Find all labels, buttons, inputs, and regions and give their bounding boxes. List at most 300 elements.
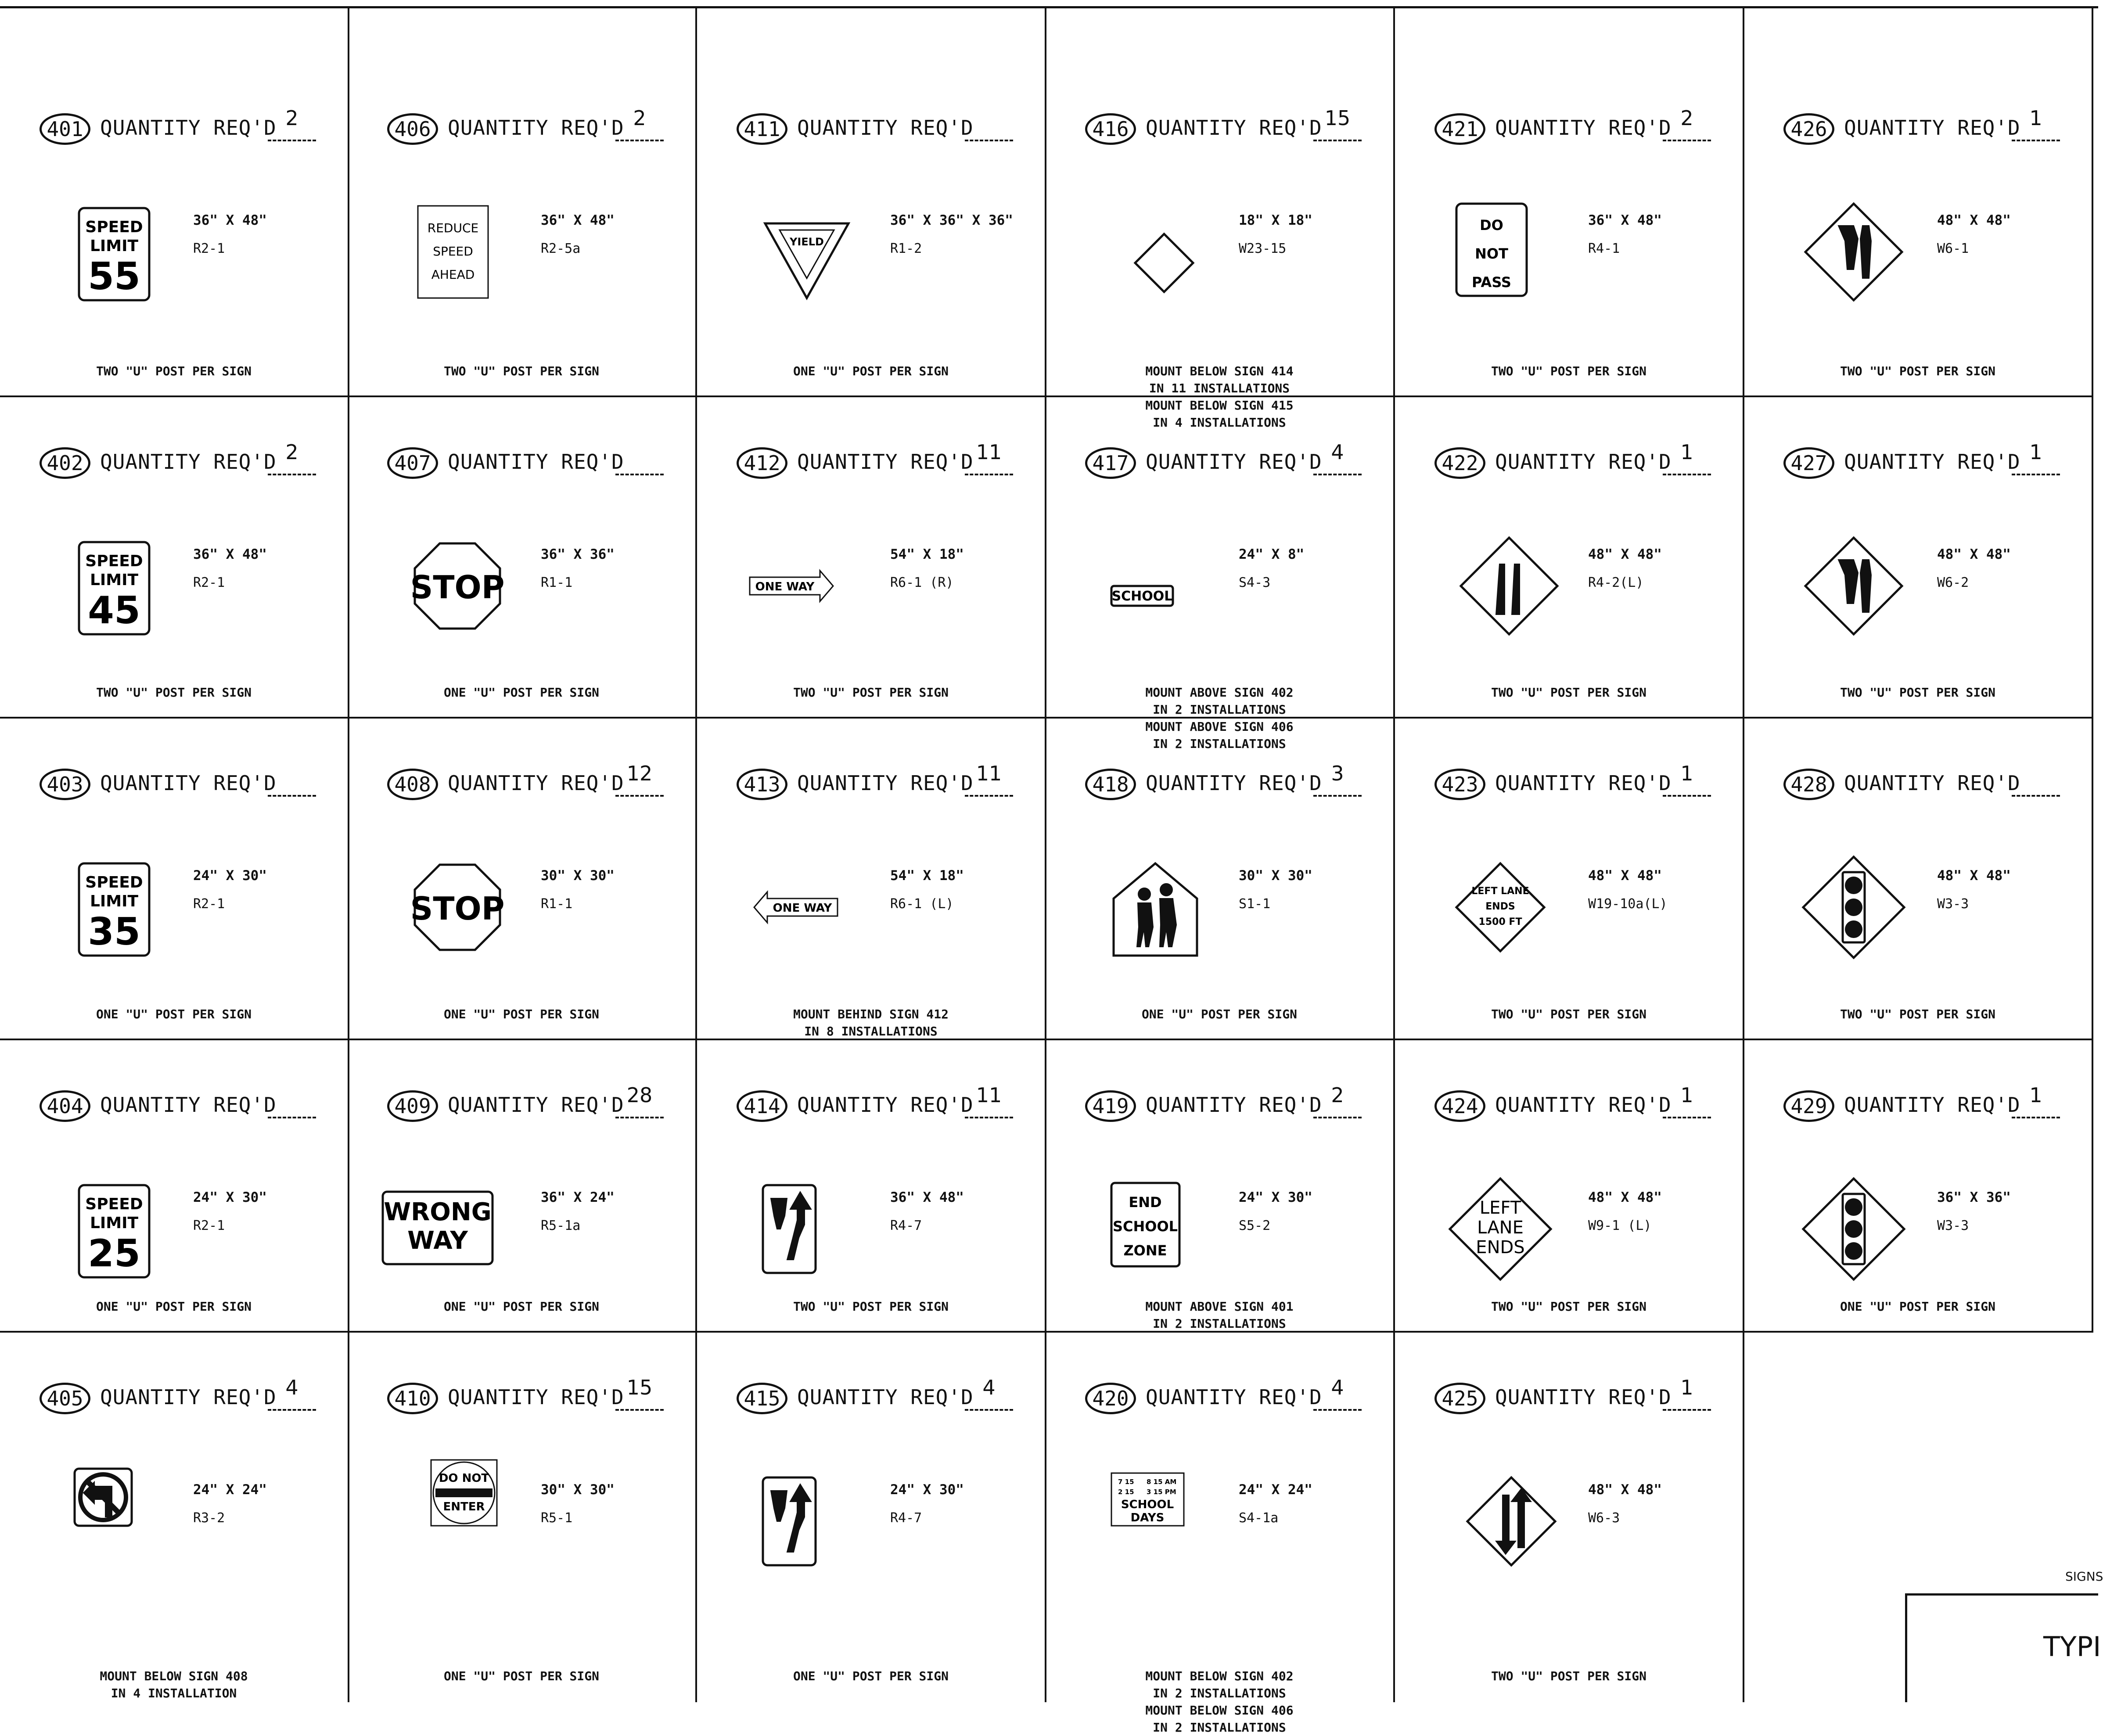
sign-number: 403 <box>40 769 90 800</box>
sign-number: 410 <box>387 1383 438 1414</box>
sign-text-line: SPEED <box>85 873 143 891</box>
no-left-turn-sign-icon <box>53 1460 176 1583</box>
sign-note: ONE "U" POST PER SIGN <box>96 1007 252 1021</box>
sign-note: ONE "U" POST PER SIGN <box>1141 1007 1297 1021</box>
cell-header <box>1046 1080 1393 1137</box>
sign-bar <box>435 1488 492 1497</box>
sign-number: 408 <box>387 769 438 800</box>
sign-code: R4-2(L) <box>1588 575 1644 590</box>
quantity-value: 4 <box>285 1376 298 1399</box>
cell-header <box>0 437 348 494</box>
sign-note: TWO "U" POST PER SIGN <box>1491 1007 1646 1021</box>
sign-code: R3-2 <box>193 1510 225 1526</box>
sign-cell-401 <box>0 6 349 397</box>
quantity-value <box>2012 762 2060 792</box>
sign-number: 404 <box>40 1090 90 1122</box>
speed-limit-sign-icon <box>53 846 176 969</box>
quantity-label: QUANTITY REQ'D <box>448 1385 624 1409</box>
one-way-right-sign-icon <box>750 525 873 647</box>
sign-text-line: LEFT LANE <box>1471 886 1529 897</box>
keep-right-sign-icon <box>750 1460 873 1583</box>
sign-size: 48" X 48" <box>1937 546 2011 562</box>
cell-header <box>1744 758 2092 815</box>
sign-cell-405 <box>0 1333 349 1702</box>
sign-number: 420 <box>1085 1383 1136 1414</box>
sign-note: ONE "U" POST PER SIGN <box>443 1669 599 1683</box>
quantity-blank-line <box>1663 1117 1711 1118</box>
quantity-value: 1 <box>1680 440 1693 464</box>
sign-size: 54" X 18" <box>890 546 964 562</box>
quantity-blank-line <box>615 1409 664 1411</box>
quantity-value <box>965 106 1013 137</box>
quantity-blank-line <box>1313 140 1362 141</box>
sign-code: R2-1 <box>193 575 225 590</box>
quantity-blank-line <box>615 1117 664 1118</box>
sign-code: S5-2 <box>1239 1218 1271 1233</box>
signs-label: SIGNS <box>2065 1569 2103 1584</box>
sign-code: R2-1 <box>193 896 225 912</box>
cell-header <box>1395 1080 1743 1137</box>
school-plaque-sign-icon <box>1098 525 1221 647</box>
sign-size: 24" X 24" <box>1239 1482 1312 1498</box>
stop-sign-icon <box>400 846 523 969</box>
quantity-blank-line <box>965 474 1013 475</box>
blank-diamond-sign-icon <box>1098 190 1221 313</box>
sign-text-line: ONE WAY <box>773 902 832 915</box>
sign-note: MOUNT BELOW SIGN 402 IN 2 INSTALLATIONS MOUNT BELOW SIGN 406 IN 2 INSTALLATIONS <box>1145 1669 1294 1735</box>
reduce-speed-ahead-sign-icon <box>400 190 523 313</box>
quantity-label: QUANTITY REQ'D <box>448 450 624 474</box>
quantity-label: QUANTITY REQ'D <box>1495 771 1672 795</box>
cell-header <box>348 758 695 815</box>
quantity-value <box>615 440 664 471</box>
cell-header <box>0 1372 348 1429</box>
sign-text-line: WAY <box>407 1226 468 1255</box>
cell-header <box>1395 1372 1743 1429</box>
sign-size: 30" X 30" <box>1239 868 1312 884</box>
quantity-blank-line <box>268 140 316 141</box>
quantity-blank-line <box>1313 1409 1362 1411</box>
quantity-label: QUANTITY REQ'D <box>1844 1093 2020 1117</box>
quantity-value: 2 <box>285 106 298 130</box>
sign-code: W3-3 <box>1937 1218 1969 1233</box>
quantity-value: 1 <box>2029 1083 2042 1107</box>
sign-note: ONE "U" POST PER SIGN <box>96 1299 252 1314</box>
quantity-value: 3 <box>1331 762 1344 785</box>
signal-lamp <box>1845 899 1862 916</box>
cell-header <box>1395 758 1743 815</box>
quantity-blank-line <box>2012 795 2060 797</box>
sign-number: 421 <box>1434 113 1485 145</box>
sign-code: W19-10a(L) <box>1588 896 1668 912</box>
sign-size: 36" X 36" <box>1937 1190 2011 1205</box>
sign-cell-408 <box>348 719 697 1040</box>
sign-cell-427 <box>1744 397 2093 719</box>
one-way-left-sign-icon <box>750 846 873 969</box>
sign-note: ONE "U" POST PER SIGN <box>1840 1299 1995 1314</box>
do-not-pass-sign-icon <box>1448 190 1571 313</box>
sign-text-line: 1500 FT <box>1478 917 1522 927</box>
sign-text-line: 8 15 AM <box>1147 1478 1177 1486</box>
quantity-label: QUANTITY REQ'D <box>797 116 974 140</box>
sign-code: R4-7 <box>890 1218 922 1233</box>
divided-highway-ends-sign-icon <box>1797 525 1920 647</box>
cell-header <box>1046 103 1393 160</box>
quantity-blank-line <box>268 474 316 475</box>
sign-cell-421 <box>1395 6 1744 397</box>
sign-note: TWO "U" POST PER SIGN <box>1491 1669 1646 1683</box>
school-days-times-sign-icon <box>1098 1460 1221 1583</box>
quantity-label: QUANTITY REQ'D <box>100 116 277 140</box>
quantity-label: QUANTITY REQ'D <box>1495 1093 1672 1117</box>
quantity-label: QUANTITY REQ'D <box>100 450 277 474</box>
sign-text-line: REDUCE <box>427 221 479 235</box>
sign-text-line: SPEED <box>85 552 143 570</box>
sign-code: S4-1a <box>1239 1510 1279 1526</box>
quantity-label: QUANTITY REQ'D <box>1844 450 2020 474</box>
speed-limit-sign-icon <box>53 190 176 313</box>
quantity-blank-line <box>2012 474 2060 475</box>
quantity-value: 11 <box>976 440 1002 464</box>
sign-cell-418 <box>1046 719 1395 1040</box>
quantity-value: 4 <box>1331 440 1344 464</box>
sign-number: 411 <box>737 113 787 145</box>
sign-code: R1-2 <box>890 241 922 256</box>
quantity-value: 1 <box>1680 1083 1693 1107</box>
quantity-value: 12 <box>626 762 653 785</box>
sign-text-line: ENDS <box>1485 901 1515 912</box>
wrong-way-sign-icon <box>384 1168 523 1290</box>
sign-speed-value: 45 <box>88 589 140 633</box>
sign-text-line: SPEED <box>85 218 143 236</box>
sign-cell-415 <box>697 1333 1046 1702</box>
cell-header <box>1395 437 1743 494</box>
cell-header <box>1744 437 2092 494</box>
school-crossing-sign-icon <box>1098 846 1221 969</box>
sign-code: R6-1 (L) <box>890 896 954 912</box>
sign-text-line: SCHOOL <box>1121 1498 1174 1511</box>
sign-note: TWO "U" POST PER SIGN <box>1840 685 1995 700</box>
stop-sign-icon <box>400 525 523 647</box>
sign-cell-417 <box>1046 397 1395 751</box>
sign-number: 409 <box>387 1090 438 1122</box>
sign-cell-425 <box>1395 1333 1744 1702</box>
sign-code: W23-15 <box>1239 241 1287 256</box>
sign-note: TWO "U" POST PER SIGN <box>443 364 599 378</box>
cell-header <box>697 103 1045 160</box>
cell-header <box>348 103 695 160</box>
sign-number: 424 <box>1434 1090 1485 1122</box>
quantity-blank-line <box>2012 1117 2060 1118</box>
signal-lamp <box>1845 1220 1862 1238</box>
sign-note: TWO "U" POST PER SIGN <box>1840 1007 1995 1021</box>
cell-header <box>1744 1080 2092 1137</box>
sign-number: 412 <box>737 447 787 479</box>
sign-cell-411 <box>697 6 1046 397</box>
sign-code: R6-1 (R) <box>890 575 954 590</box>
sign-size: 24" X 30" <box>193 1190 267 1205</box>
sign-note: MOUNT BEHIND SIGN 412 IN 8 INSTALLATIONS <box>793 1007 949 1039</box>
sign-text-line: ONE WAY <box>755 580 815 593</box>
sign-speed-value: 35 <box>88 910 140 954</box>
sign-text-line: DO NOT <box>439 1472 489 1485</box>
quantity-blank-line <box>615 474 664 475</box>
sign-cell-429 <box>1744 1040 2093 1333</box>
sign-size: 36" X 48" <box>890 1190 964 1205</box>
sign-cell-402 <box>0 397 349 719</box>
sign-border <box>1467 1477 1555 1565</box>
sign-size: 18" X 18" <box>1239 212 1312 228</box>
sign-cell-428 <box>1744 719 2093 1040</box>
sign-note: ONE "U" POST PER SIGN <box>793 1669 949 1683</box>
sign-text-line: NOT <box>1475 245 1508 262</box>
sign-note: ONE "U" POST PER SIGN <box>443 1299 599 1314</box>
quantity-label: QUANTITY REQ'D <box>1146 116 1322 140</box>
sign-size: 30" X 30" <box>541 1482 615 1498</box>
quantity-value <box>268 1083 316 1114</box>
quantity-value: 2 <box>1680 106 1693 130</box>
quantity-label: QUANTITY REQ'D <box>448 1093 624 1117</box>
speed-limit-sign-icon <box>53 525 176 647</box>
sign-size: 24" X 8" <box>1239 546 1305 562</box>
sign-note: TWO "U" POST PER SIGN <box>1491 364 1646 378</box>
yield-sign-icon <box>750 190 873 313</box>
sign-text-line: SCHOOL <box>1112 1218 1178 1235</box>
sign-code: W6-1 <box>1937 241 1969 256</box>
quantity-value: 1 <box>1680 1376 1693 1399</box>
quantity-blank-line <box>965 140 1013 141</box>
sign-size: 24" X 24" <box>193 1482 267 1498</box>
sign-text-line: END <box>1129 1194 1162 1211</box>
sign-size: 36" X 48" <box>1588 212 1662 228</box>
sign-cell-412 <box>697 397 1046 719</box>
sign-code: R2-1 <box>193 241 225 256</box>
quantity-blank-line <box>965 795 1013 797</box>
sign-cell-426 <box>1744 6 2093 397</box>
keep-right-sign-icon <box>750 1168 873 1290</box>
right-arrow-shape <box>1860 226 1871 278</box>
sign-text-line: SCHOOL <box>1111 589 1173 604</box>
quantity-label: QUANTITY REQ'D <box>1844 116 2020 140</box>
sign-text-line: ENDS <box>1476 1237 1525 1258</box>
sign-number: 429 <box>1783 1090 1834 1122</box>
signal-lamp <box>1845 920 1862 938</box>
cell-header <box>348 1372 695 1429</box>
sign-size: 48" X 48" <box>1588 1482 1662 1498</box>
sign-cell-420 <box>1046 1333 1395 1735</box>
quantity-blank-line <box>1313 1117 1362 1118</box>
sign-text-line: ZONE <box>1123 1242 1167 1259</box>
sign-size: 24" X 30" <box>1239 1190 1312 1205</box>
quantity-label: QUANTITY REQ'D <box>1146 1385 1322 1409</box>
quantity-blank-line <box>1663 795 1711 797</box>
sign-text-line: DO <box>1480 217 1503 234</box>
sign-text-line: LIMIT <box>90 237 139 255</box>
sign-code: W6-2 <box>1937 575 1969 590</box>
sign-size: 36" X 48" <box>193 212 267 228</box>
sign-note: ONE "U" POST PER SIGN <box>443 1007 599 1021</box>
cell-header <box>0 758 348 815</box>
cell-header <box>1046 758 1393 815</box>
quantity-blank-line <box>268 1409 316 1411</box>
sign-size: 54" X 18" <box>890 868 964 884</box>
quantity-label: QUANTITY REQ'D <box>1495 450 1672 474</box>
sign-size: 48" X 48" <box>1937 868 2011 884</box>
child-head <box>1160 883 1173 896</box>
sign-code: W9-1 (L) <box>1588 1218 1652 1233</box>
quantity-blank-line <box>1313 795 1362 797</box>
sign-number: 402 <box>40 447 90 479</box>
sign-cell-423 <box>1395 719 1744 1040</box>
quantity-label: QUANTITY REQ'D <box>1146 450 1322 474</box>
sign-text-line: PASS <box>1472 274 1511 291</box>
quantity-label: QUANTITY REQ'D <box>448 771 624 795</box>
sign-size: 24" X 30" <box>193 868 267 884</box>
sign-number: 418 <box>1085 769 1136 800</box>
sign-size: 36" X 36" X 36" <box>890 212 1013 228</box>
sign-note: TWO "U" POST PER SIGN <box>96 685 252 700</box>
sign-code: R1-1 <box>541 896 573 912</box>
sign-number: 415 <box>737 1383 787 1414</box>
sign-text-line: SPEED <box>433 244 473 259</box>
quantity-value <box>268 762 316 792</box>
sign-note: TWO "U" POST PER SIGN <box>793 1299 949 1314</box>
quantity-value: 1 <box>1680 762 1693 785</box>
lane-reduction-sign-icon <box>1448 525 1571 647</box>
quantity-blank-line <box>2012 140 2060 141</box>
cell-header <box>697 437 1045 494</box>
sign-text-line: 7 15 <box>1118 1478 1134 1486</box>
quantity-label: QUANTITY REQ'D <box>1146 1093 1322 1117</box>
sign-border <box>1461 538 1557 634</box>
right-arrow-shape <box>1860 560 1871 612</box>
cell-header <box>697 1080 1045 1137</box>
sign-number: 414 <box>737 1090 787 1122</box>
quantity-label: QUANTITY REQ'D <box>1844 771 2020 795</box>
quantity-blank-line <box>1663 474 1711 475</box>
quantity-value: 15 <box>626 1376 653 1399</box>
sign-size: 48" X 48" <box>1937 212 2011 228</box>
quantity-blank-line <box>965 1117 1013 1118</box>
quantity-label: QUANTITY REQ'D <box>448 116 624 140</box>
quantity-value: 4 <box>982 1376 996 1399</box>
sign-code: R4-1 <box>1588 241 1620 256</box>
sign-size: 48" X 48" <box>1588 868 1662 884</box>
sign-number: 427 <box>1783 447 1834 479</box>
sign-code: S1-1 <box>1239 896 1271 912</box>
speed-limit-sign-icon <box>53 1168 176 1290</box>
sign-number: 413 <box>737 769 787 800</box>
sign-number: 419 <box>1085 1090 1136 1122</box>
sign-number: 423 <box>1434 769 1485 800</box>
cell-header <box>697 1372 1045 1429</box>
sign-text-line: STOP <box>410 890 505 927</box>
left-lane-ends-sign-icon <box>1448 1168 1571 1290</box>
cell-header <box>1395 103 1743 160</box>
quantity-value: 15 <box>1324 106 1351 130</box>
sign-size: 36" X 36" <box>541 546 615 562</box>
sign-note: MOUNT BELOW SIGN 408 IN 4 INSTALLATION <box>100 1669 248 1700</box>
sign-cell-410 <box>348 1333 697 1702</box>
sign-code: R1-1 <box>541 575 573 590</box>
cell-header <box>697 758 1045 815</box>
cell-header <box>1744 103 2092 160</box>
quantity-label: QUANTITY REQ'D <box>1495 116 1672 140</box>
quantity-blank-line <box>268 795 316 797</box>
cell-header <box>1046 437 1393 494</box>
sign-code: R2-5a <box>541 241 581 256</box>
sign-code: W6-3 <box>1588 1510 1620 1526</box>
sign-size: 30" X 30" <box>541 868 615 884</box>
quantity-label: QUANTITY REQ'D <box>797 450 974 474</box>
sign-number: 416 <box>1085 113 1136 145</box>
sign-text-line: SPEED <box>85 1195 143 1213</box>
sign-number: 406 <box>387 113 438 145</box>
sign-note: TWO "U" POST PER SIGN <box>1840 364 1995 378</box>
child-head <box>1138 888 1151 901</box>
sign-cell-413 <box>697 719 1046 1040</box>
quantity-label: QUANTITY REQ'D <box>797 1093 974 1117</box>
do-not-enter-sign-icon <box>400 1460 523 1583</box>
cell-header <box>1046 1372 1393 1429</box>
sign-note: MOUNT BELOW SIGN 414 IN 11 INSTALLATIONS MOUNT BELOW SIGN 415 IN 4 INSTALLATIONS <box>1145 364 1294 430</box>
sign-text-line: 3 15 PM <box>1147 1488 1176 1496</box>
sign-size: 48" X 48" <box>1588 546 1662 562</box>
sign-text-line: LANE <box>1477 1218 1524 1238</box>
signal-ahead-sign-icon <box>1797 846 1920 969</box>
two-way-traffic-sign-icon <box>1448 1460 1571 1583</box>
sign-cell-416 <box>1046 6 1395 430</box>
quantity-value: 11 <box>976 762 1002 785</box>
sign-border <box>1114 863 1197 956</box>
cell-header <box>0 1080 348 1137</box>
signal-lamp <box>1845 877 1862 894</box>
sign-note: TWO "U" POST PER SIGN <box>793 685 949 700</box>
sign-cell-404 <box>0 1040 349 1333</box>
divided-highway-begins-sign-icon <box>1797 190 1920 313</box>
sign-number: 417 <box>1085 447 1136 479</box>
sign-cell-419 <box>1046 1040 1395 1333</box>
title-block-text: TYPI <box>2043 1631 2101 1663</box>
sign-number: 407 <box>387 447 438 479</box>
sign-code: R5-1 <box>541 1510 573 1526</box>
sign-note: ONE "U" POST PER SIGN <box>443 685 599 700</box>
sign-number: 401 <box>40 113 90 145</box>
sign-number: 422 <box>1434 447 1485 479</box>
sign-number: 425 <box>1434 1383 1485 1414</box>
sign-speed-value: 55 <box>88 255 140 298</box>
sign-border <box>1135 234 1193 292</box>
sign-cell-414 <box>697 1040 1046 1333</box>
sign-cell-422 <box>1395 397 1744 719</box>
quantity-blank-line <box>1663 1409 1711 1411</box>
sign-text-line: LIMIT <box>90 1214 139 1232</box>
sign-size: 36" X 48" <box>193 546 267 562</box>
quantity-label: QUANTITY REQ'D <box>797 771 974 795</box>
quantity-blank-line <box>615 795 664 797</box>
quantity-value: 1 <box>2029 106 2042 130</box>
sign-cell-407 <box>348 397 697 719</box>
sign-text-line: WRONG <box>384 1198 492 1226</box>
sign-border <box>765 223 848 298</box>
sign-note: TWO "U" POST PER SIGN <box>96 364 252 378</box>
quantity-label: QUANTITY REQ'D <box>797 1385 974 1409</box>
sign-cell-424 <box>1395 1040 1744 1333</box>
quantity-blank-line <box>1663 140 1711 141</box>
sign-text-line: DAYS <box>1130 1511 1165 1524</box>
sign-text-line: 2 15 <box>1118 1488 1134 1496</box>
quantity-blank-line <box>1313 474 1362 475</box>
